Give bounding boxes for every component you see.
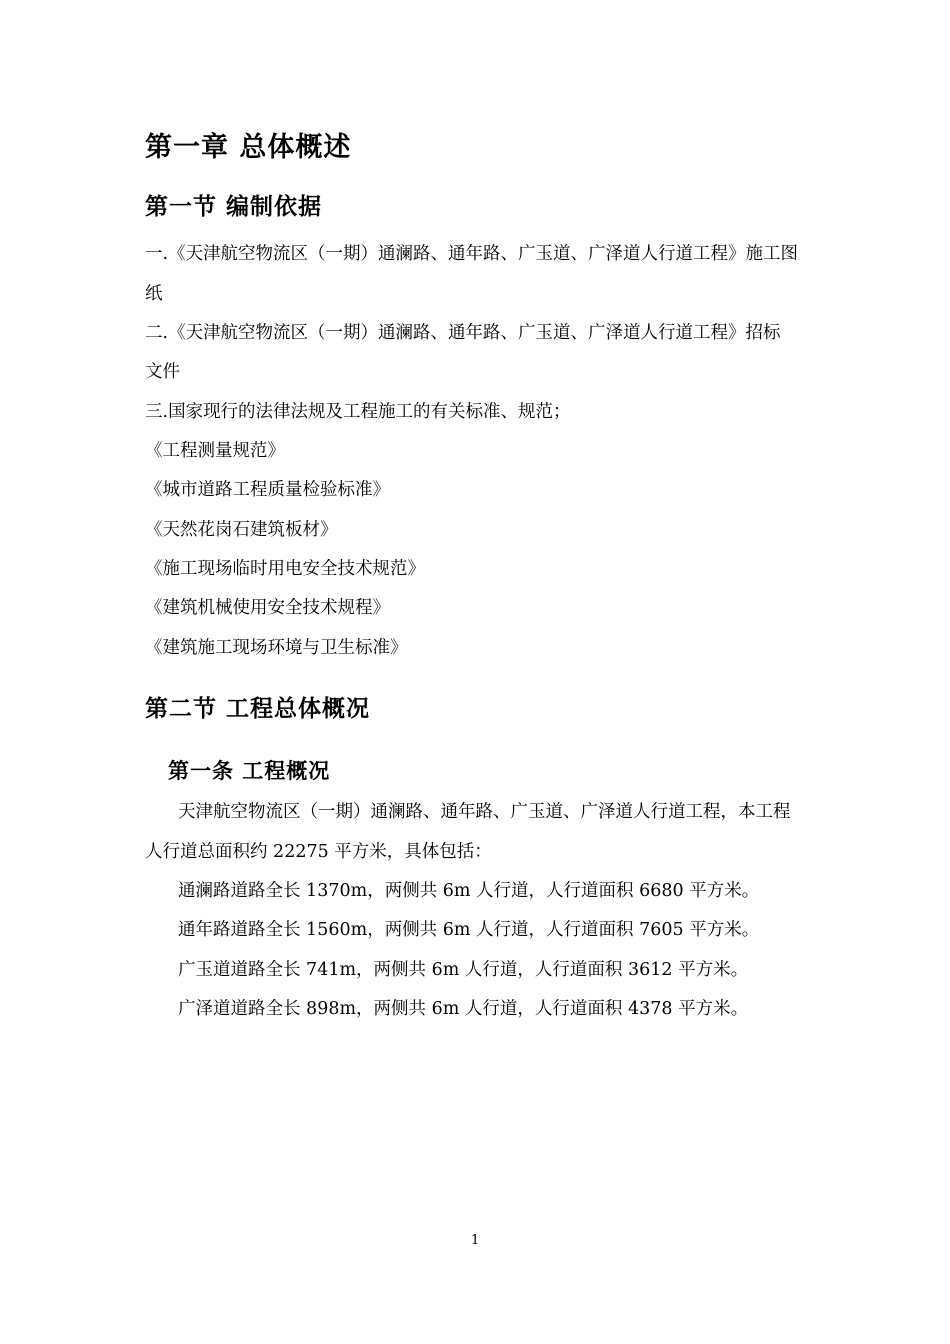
article-title: 第一条 工程概况 [168, 759, 331, 783]
standard-item: 《施工现场临时用电安全技术规范》 [145, 559, 425, 579]
section-title-overview: 第二节 工程总体概况 [145, 696, 371, 722]
page-number: 1 [471, 1233, 480, 1248]
chapter-title: 第一章 总体概述 [145, 132, 352, 163]
overview-intro-line1: 天津航空物流区（一期）通澜路、通年路、广玉道、广泽道人行道工程，本工程 [178, 802, 791, 822]
overview-intro-line2: 人行道总面积约 22275 平方米，具体包括： [145, 842, 492, 862]
road-item: 通年路道路全长 1560m，两侧共 6m 人行道，人行道面积 7605 平方米。 [178, 920, 760, 940]
road-item: 广玉道道路全长 741m，两侧共 6m 人行道，人行道面积 3612 平方米。 [178, 960, 749, 980]
basis-item-1-cont: 纸 [145, 284, 163, 304]
standard-item: 《建筑机械使用安全技术规程》 [145, 598, 390, 618]
basis-item-2-cont: 文件 [145, 362, 180, 382]
standard-item: 《天然花岗石建筑板材》 [145, 520, 338, 540]
basis-item-3: 三.国家现行的法律法规及工程施工的有关标准、规范； [145, 402, 571, 422]
basis-item-1: 一.《天津航空物流区（一期）通澜路、通年路、广玉道、广泽道人行道工程》施工图 [145, 244, 799, 264]
section-title-basis: 第一节 编制依据 [145, 194, 323, 220]
basis-item-2: 二.《天津航空物流区（一期）通澜路、通年路、广玉道、广泽道人行道工程》招标 [145, 323, 781, 343]
road-item: 通澜路道路全长 1370m，两侧共 6m 人行道，人行道面积 6680 平方米。 [178, 881, 760, 901]
standard-item: 《建筑施工现场环境与卫生标准》 [145, 638, 408, 658]
road-item: 广泽道道路全长 898m，两侧共 6m 人行道，人行道面积 4378 平方米。 [178, 999, 749, 1019]
standard-item: 《工程测量规范》 [145, 441, 285, 461]
standard-item: 《城市道路工程质量检验标准》 [145, 480, 390, 500]
